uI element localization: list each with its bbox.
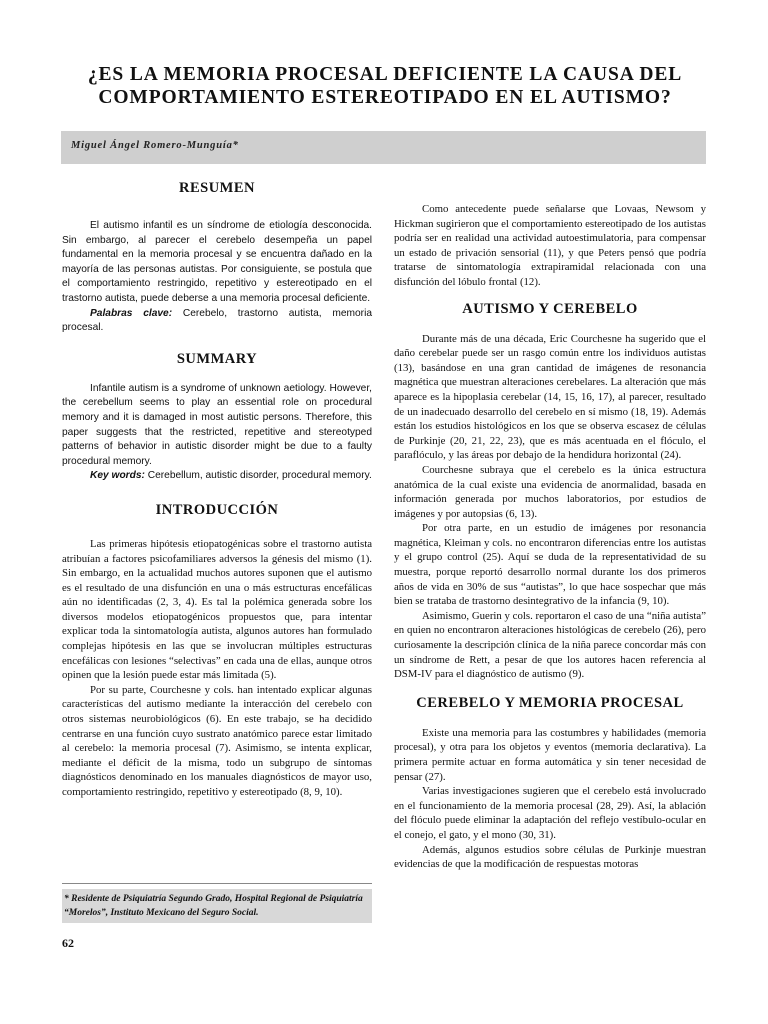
left-column bbox=[62, 180, 372, 800]
cerebelo-memoria-section bbox=[394, 695, 706, 872]
cerebelo-memoria-heading: CEREBELO Y MEMORIA PROCESAL bbox=[416, 694, 684, 711]
resumen-keywords-text: Cerebelo, trastorno autista, memoria procesal. bbox=[62, 307, 372, 334]
footnote-box bbox=[62, 889, 372, 923]
author-name: Miguel Ángel Romero-Munguía* bbox=[71, 140, 239, 151]
footnote-divider bbox=[62, 883, 372, 884]
autismo-cerebelo-paragraph-1: Durante más de una década, Eric Courchesne ha sugerido que el daño cerebelar puede ser un rasgo común entre los individuos autistas (13), basándose en una gran cantidad de imágenes de resonancia magnética que muestran alteraciones cerebelares. La alteración que más aparece es la hipoplasia cerebelar (14, 15, 16, 17), al parecer, resultado de un inadecuado desarrollo del cerebelo en sí mismo (18, 19). Además están los estudios histológicos en los que se observa escasez de células de Purkinje (20, 21, 22, 23), que es más acentuada en el flóculo, el paraflóculo, y las áreas por debajo de la hendidura horizontal (24). bbox=[394, 332, 706, 462]
introduccion-paragraph-2: Por su parte, Courchesne y cols. han intentado explicar algunas características del autismo mediante la interacción del cerebelo con otros sistemas neurobiológicos (6). En este trabajo, se ha decidido centrarse en una función cuyo sustrato anatómico parece estar limitado al cerebelo: la memoria procesal (7). Asimismo, se intenta explicar, mediante el déficit de la misma, todo un subgrupo de síntomas diagnósticos denominado en los manuales diagnósticos de mayor uso, comportamiento restringido, repetitivo y estereotipado (8, 9, 10). bbox=[62, 683, 372, 798]
page-number: 62 bbox=[62, 936, 74, 950]
autismo-cerebelo-paragraph-2: Courchesne subraya que el cerebelo es la única estructura anatómica de la cual existe una evidencia de anormalidad, basada en información generada por muchos laboratorios, por estudios de imágenes y por autopsias (6, 13). bbox=[394, 463, 706, 520]
summary-text: Infantile autism is a syndrome of unknown aetiology. However, the cerebellum seems to play an essential role on procedural memory and it is damaged in most autistic persons. Therefore, this paper suggests that the restricted, repetitive and stereotyped patterns of behavior in autistic disorder might be due to a faulty procedural memory. bbox=[62, 382, 372, 467]
summary-keywords-label: Key words: bbox=[90, 470, 145, 482]
right-column bbox=[394, 202, 706, 872]
autismo-cerebelo-section bbox=[394, 301, 706, 682]
summary-keywords bbox=[62, 469, 372, 484]
introduccion-section bbox=[62, 502, 372, 800]
cerebelo-memoria-paragraph-3: Además, algunos estudios sobre células de Purkinje muestran evidencias de que la modificación de respuestas motoras bbox=[394, 843, 706, 871]
cerebelo-memoria-paragraph-2: Varias investigaciones sugieren que el cerebelo está involucrado en el funcionamiento de la memoria procesal (28, 29). Así, la ablación del flóculo puede eliminar la adaptación del reflejo vestíbulo-ocular en el conejo, el gato, y el mono (30, 31). bbox=[394, 785, 706, 841]
article-title bbox=[40, 63, 730, 109]
title-line-2: COMPORTAMIENTO ESTEREOTIPADO EN EL AUTISMO? bbox=[98, 87, 672, 108]
autismo-cerebelo-paragraph-4: Asimismo, Guerin y cols. reportaron el caso de una “niña autista” en quien no encontraron alteraciones histológicas de cerebelo (26), pero curiosamente la descripción clínica de la niña parece concordar más con un síndrome de Rett, a pesar de que los autores hacen referencia al DSM-IV para el diagnóstico de autismo (9). bbox=[394, 609, 706, 681]
title-line-1: ¿ES LA MEMORIA PROCESAL DEFICIENTE LA CAUSA DEL bbox=[87, 64, 683, 85]
introduccion-heading: INTRODUCCIÓN bbox=[155, 501, 279, 518]
summary-heading: SUMMARY bbox=[176, 350, 258, 367]
resumen-section bbox=[62, 180, 372, 336]
resumen-text: El autismo infantil es un síndrome de etiología desconocida. Sin embargo, al parecer el cerebelo desempeña un papel fundamental en la memoria procesal y se encuentra dañado en la mayoría de las personas autistas. Por consiguiente, se postula que el comportamiento restringido, repetitivo y estereotipado en el trastorno autista, puede deberse a una memoria procesal deficiente. bbox=[62, 220, 372, 304]
resumen-keywords-label: Palabras clave: bbox=[90, 307, 173, 319]
summary-keywords-text: Cerebellum, autistic disorder, procedural memory. bbox=[144, 470, 372, 482]
cerebelo-memoria-paragraph-1: Existe una memoria para las costumbres y habilidades (memoria procesal), y otra para los objetos y eventos (memoria declarativa). La primera permite actuar en forma automática y sin tener necesidad de pensar (27). bbox=[394, 726, 706, 783]
resumen-heading: RESUMEN bbox=[178, 180, 255, 196]
resumen-keywords bbox=[62, 307, 372, 336]
footnote-text: * Residente de Psiquiatría Segundo Grado, Hospital Regional de Psiquiatría “Morelos”, Instituto Mexicano del Seguro Social. bbox=[64, 894, 363, 918]
summary-section bbox=[62, 351, 372, 484]
author-bar bbox=[61, 131, 706, 164]
introduccion-paragraph-1: Las primeras hipótesis etiopatogénicas sobre el trastorno autista atribuían a factores psicofamiliares adversos la génesis del mismo (1). Sin embargo, en la actualidad muchos autores suponen que el autismo es el resultado de una disfunción en una o más estructuras encefálicas aún no identificadas (2, 3, 4). Es tal la polémica generada sobre los diversos modelos etiopatogénicos propuestos que, para intentar explicar toda la sintomatología autista, algunos autores han formulado complejas hipótesis en las que se involucran múltiples estructuras encefálicas con lesiones “selectivas” en cada una de ellas, aunque otros opinen que la lesión puede estar más limitada (5). bbox=[62, 537, 372, 682]
antecedente-paragraph: Como antecedente puede señalarse que Lovaas, Newsom y Hickman sugirieron que el comportamiento estereotipado de los autistas podría ser en realidad una actividad autoestimulatoria, para compensar un estado de privación sensorial (11), y que Peters pensó que podría tratarse de sintomatología extrapiramidal relacionada con una disfunción del lóbulo frontal (12). bbox=[394, 203, 706, 288]
autismo-cerebelo-heading: AUTISMO Y CEREBELO bbox=[462, 300, 638, 317]
autismo-cerebelo-paragraph-3: Por otra parte, en un estudio de imágenes por resonancia magnética, Kleiman y cols. no encontraron diferencias entre los autistas y el grupo control (25). Aquí se duda de la representatividad de su muestra, porque reportó desarrollo normal durante los dos primeros años de vida en 30% de sus “autistas”, lo que hace sospechar que más bien se trataba de trastorno desintegrativo de la infancia (9, 10). bbox=[394, 522, 706, 608]
